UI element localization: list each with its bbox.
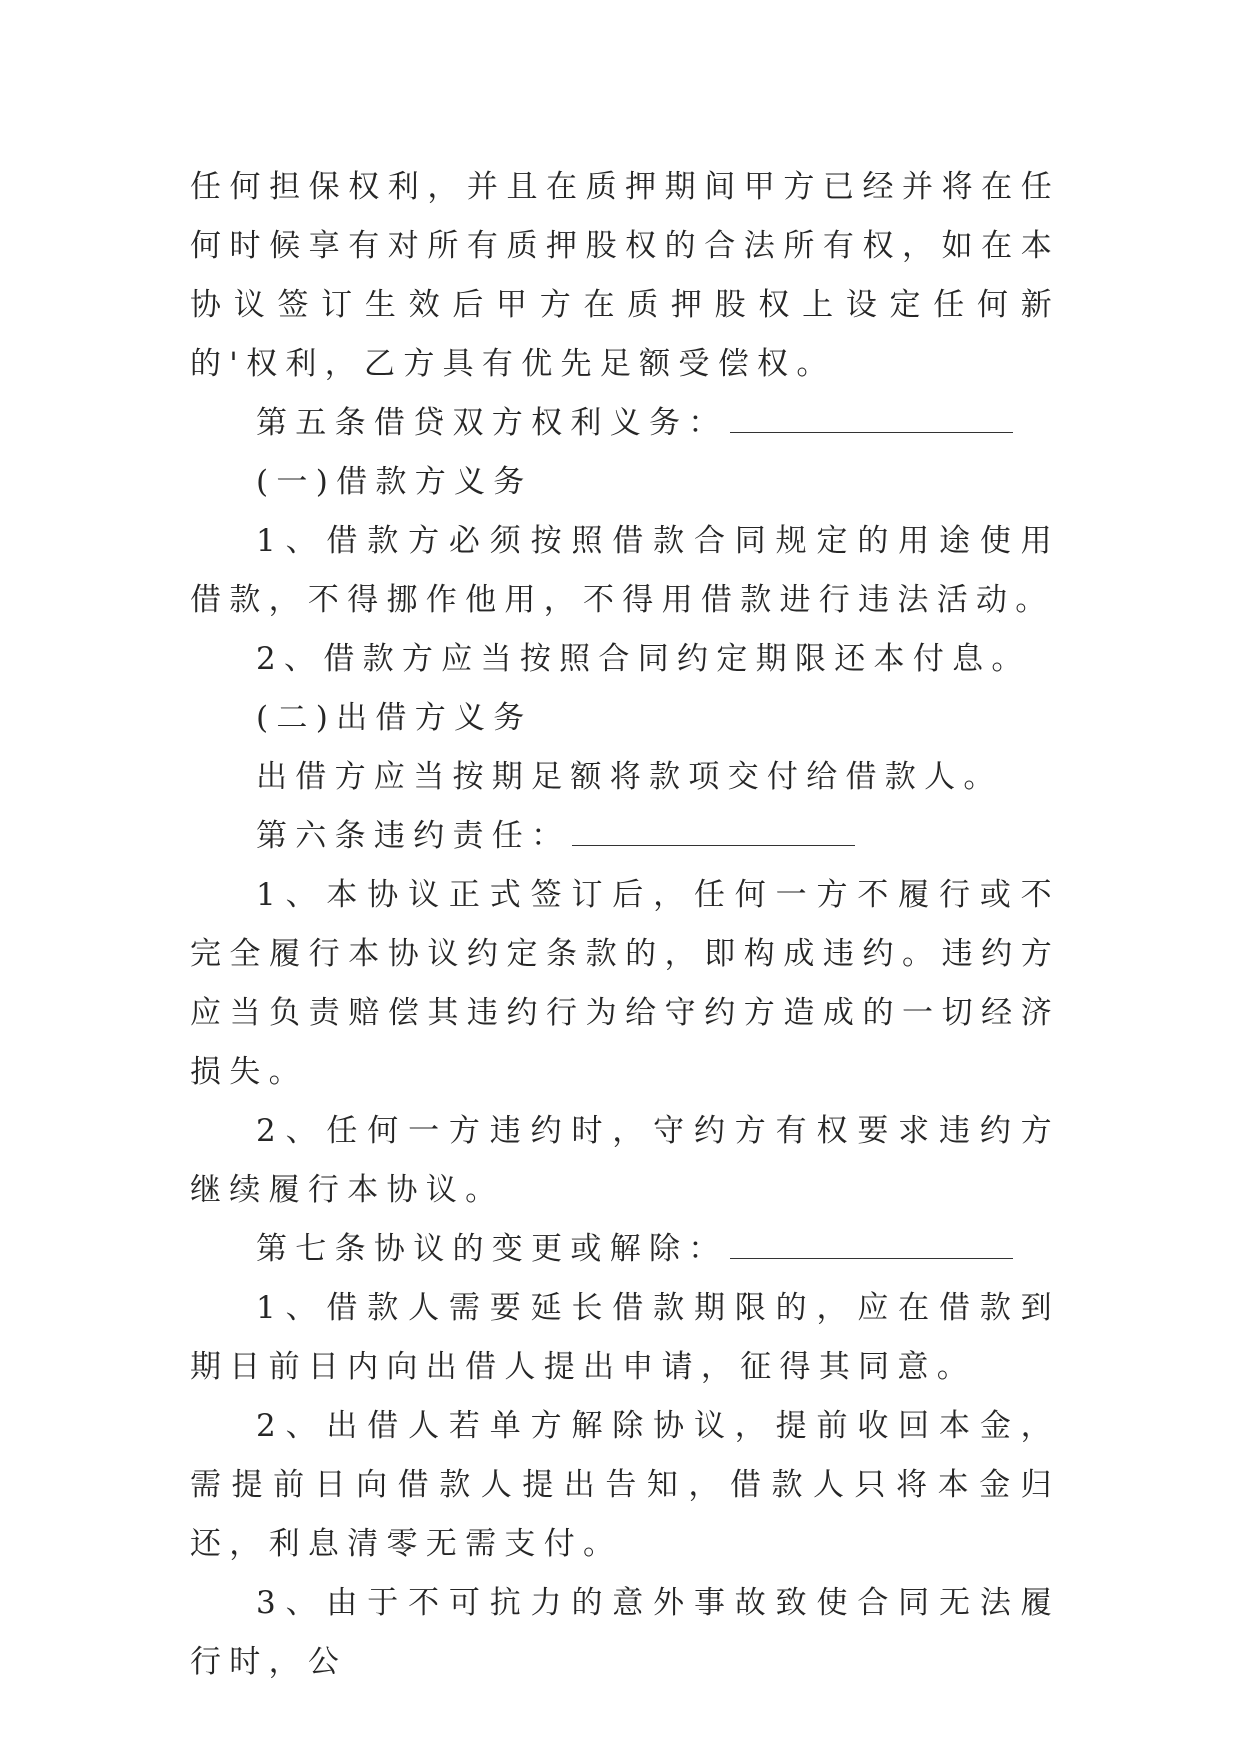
paragraph-pledge-rights: 任何担保权利，并且在质押期间甲方已经并将在任何时候享有对所有质押股权的合法所有权，如在本协议签订生效后甲方在质押股权上设定任何新的'权利，乙方具有优先足额受偿权。 bbox=[190, 169, 1060, 382]
subheading-borrower-obligations: (一)借款方义务 bbox=[256, 464, 533, 500]
heading-article-7-text: 第七条协议的变更或解除： bbox=[256, 1231, 728, 1267]
fill-in-blank bbox=[730, 1232, 1013, 1259]
paragraph-change-3: 3、由于不可抗力的意外事故致使合同无法履行时，公 bbox=[190, 1585, 1060, 1680]
heading-article-5 bbox=[190, 394, 1060, 453]
paragraph-lender-obligation: 出借方应当按期足额将款项交付给借款人。 bbox=[256, 759, 1003, 795]
paragraph-borrower-obligation-1: 1、借款方必须按照借款合同规定的用途使用借款，不得挪作他用，不得用借款进行违法活动。 bbox=[190, 523, 1060, 618]
paragraph-change-1: 1、借款人需要延长借款期限的，应在借款到期日前日内向出借人提出申请，征得其同意。 bbox=[190, 1290, 1060, 1385]
paragraph-borrower-obligation-2: 2、借款方应当按照合同约定期限还本付息。 bbox=[256, 641, 1031, 677]
heading-article-6-text: 第六条违约责任： bbox=[256, 818, 571, 854]
heading-article-7 bbox=[190, 1220, 1060, 1279]
paragraph-breach-2: 2、任何一方违约时，守约方有权要求违约方继续履行本协议。 bbox=[190, 1113, 1060, 1208]
document-page bbox=[190, 158, 1060, 1692]
paragraph-change-2: 2、出借人若单方解除协议，提前收回本金，需提前日向借款人提出告知，借款人只将本金归还，利息清零无需支付。 bbox=[190, 1408, 1060, 1562]
fill-in-blank bbox=[730, 406, 1013, 433]
paragraph-breach-1: 1、本协议正式签订后，任何一方不履行或不完全履行本协议约定条款的，即构成违约。违约方应当负责赔偿其违约行为给守约方造成的一切经济损失。 bbox=[190, 877, 1060, 1090]
subheading-lender-obligations: (二)出借方义务 bbox=[256, 700, 533, 736]
heading-article-5-text: 第五条借贷双方权利义务： bbox=[256, 405, 728, 441]
fill-in-blank bbox=[572, 819, 855, 846]
heading-article-6 bbox=[190, 807, 1060, 866]
